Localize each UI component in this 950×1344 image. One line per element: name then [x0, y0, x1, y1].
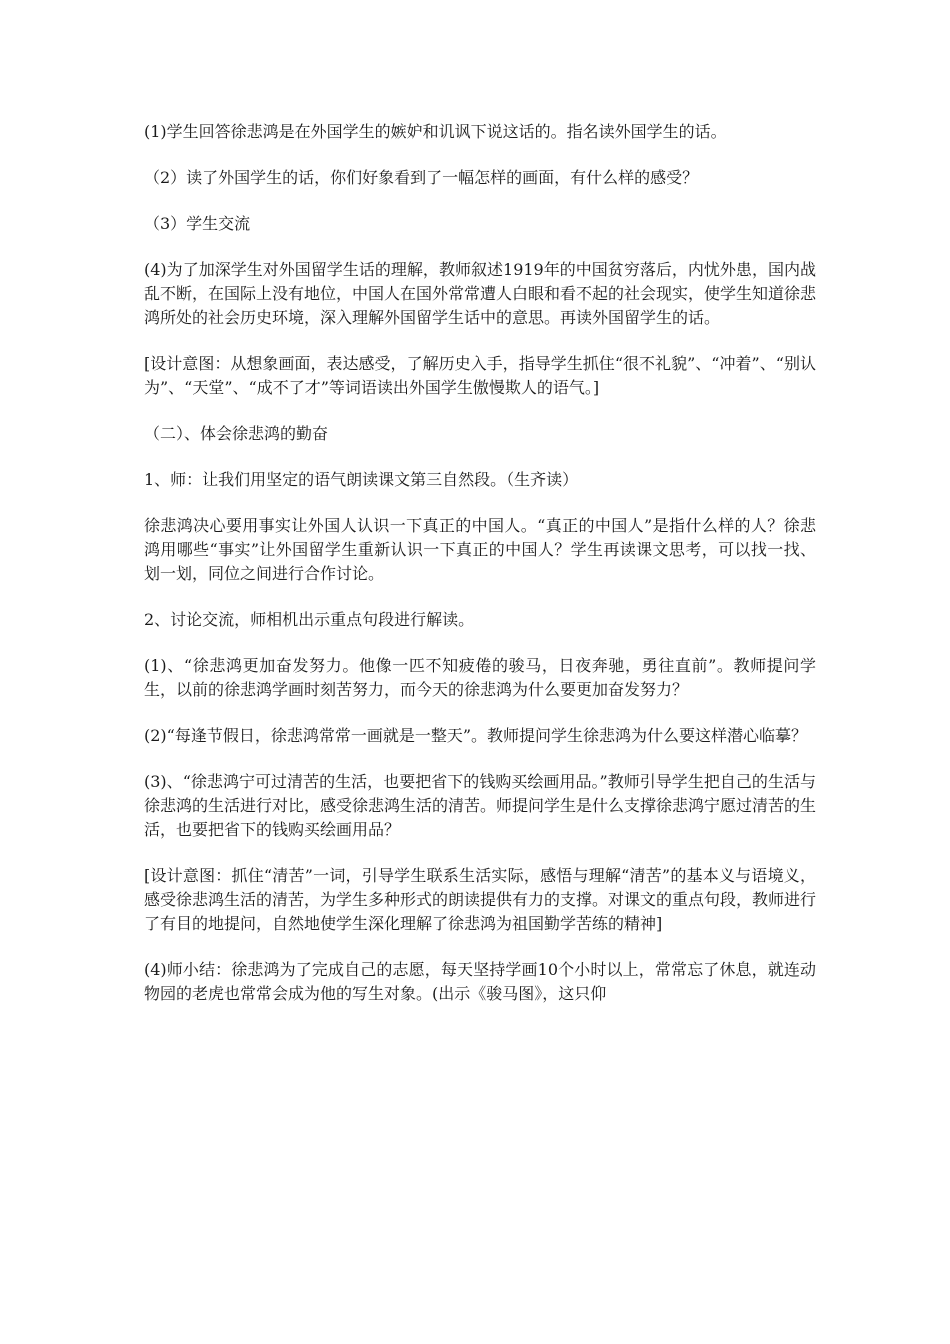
paragraph-4: (4)为了加深学生对外国留学生话的理解，教师叙述1919年的中国贫穷落后，内忧外患，国内战乱不断，在国际上没有地位，中国人在国外常常遭人白眼和看不起的社会现实，使学生知道徐悲鸿所处的社会历史环境，深入理解外国留学生话中的意思。再读外国留学生的话。 [144, 260, 817, 327]
paragraph-1: (1)学生回答徐悲鸿是在外国学生的嫉妒和讥讽下说这话的。指名读外国学生的话。 [144, 122, 727, 141]
paragraph-12: (3)、“徐悲鸿宁可过清苦的生活，也要把省下的钱购买绘画用品。”教师引导学生把自己的生活与徐悲鸿的生活进行对比，感受徐悲鸿生活的清苦。师提问学生是什么支撑徐悲鸿宁愿过清苦的生活，也要把省下的钱购买绘画用品？ [144, 772, 817, 839]
design-intent-2: [设计意图：抓住“清苦”一词，引导学生联系生活实际，感悟与理解“清苦”的基本义与语境义，感受徐悲鸿生活的清苦，为学生多种形式的朗读提供有力的支撑。对课文的重点句段，教师进行了有目的地提问，自然地使学生深化理解了徐悲鸿为祖国勤学苦练的精神] [144, 866, 817, 933]
paragraph-14: (4)师小结：徐悲鸿为了完成自己的志愿，每天坚持学画10个小时以上，常常忘了休息，就连动物园的老虎也常常会成为他的写生对象。(出示《骏马图》，这只仰 [144, 960, 816, 1003]
paragraph-2: （2）读了外国学生的话，你们好象看到了一幅怎样的画面，有什么样的感受？ [144, 168, 699, 187]
paragraph-11: (2)“每逢节假日，徐悲鸿常常一画就是一整天”。教师提问学生徐悲鸿为什么要这样潜心临摹？ [144, 726, 808, 745]
design-intent-1: [设计意图：从想象画面，表达感受，了解历史入手，指导学生抓住“很不礼貌”、“冲着”、“别认为”、“天堂”、“成不了才”等词语读出外国学生傲慢欺人的语气。] [144, 354, 816, 397]
paragraph-3: （3）学生交流 [144, 214, 251, 233]
paragraph-8: 徐悲鸿决心要用事实让外国人认识一下真正的中国人。“真正的中国人”是指什么样的人？徐悲鸿用哪些“事实”让外国留学生重新认识一下真正的中国人？学生再读课文思考，可以找一找、划一划，同位之间进行合作讨论。 [144, 516, 816, 583]
paragraph-10: (1)、“徐悲鸿更加奋发努力。他像一匹不知疲倦的骏马，日夜奔驰，勇往直前”。教师提问学生，以前的徐悲鸿学画时刻苦努力，而今天的徐悲鸿为什么要更加奋发努力？ [144, 656, 816, 699]
section-heading: （二）、体会徐悲鸿的勤奋 [144, 424, 329, 443]
paragraph-9: 2、讨论交流，师相机出示重点句段进行解读。 [144, 610, 475, 629]
paragraph-7: 1、师：让我们用坚定的语气朗读课文第三自然段。（生齐读） [144, 470, 579, 489]
document-body [144, 120, 816, 1028]
